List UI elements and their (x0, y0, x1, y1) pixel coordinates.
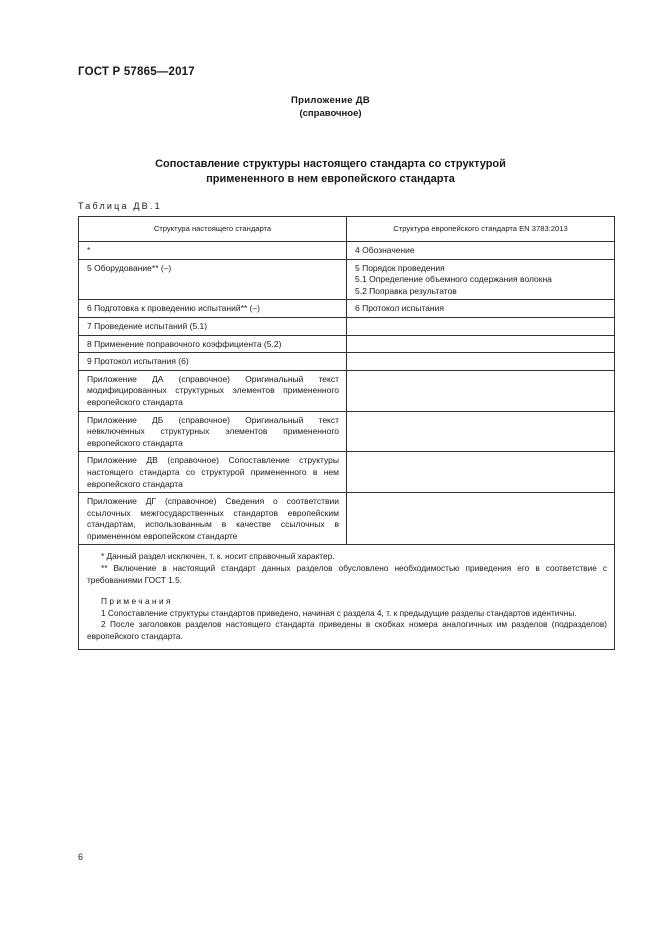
table-row (79, 317, 615, 335)
page-number: 6 (78, 852, 84, 862)
table-cell-left: 5 Оборудование** (–) (79, 259, 347, 300)
table-cell-line: 4 Обозначение (355, 245, 415, 255)
table-notes-row (79, 545, 615, 649)
column-header-national: Структура настоящего стандарта (79, 217, 347, 242)
footnote-2: ** Включение в настоящий стандарт данных разделов обусловлено необходимостью приведения его в соответствие с требованиями ГОСТ 1.5. (87, 563, 607, 585)
main-heading-line-2: примененного в нем европейского стандарта (206, 173, 455, 185)
table-notes-cell (79, 545, 615, 649)
footnote-1: * Данный раздел исключен, т. к. носит справочный характер. (101, 551, 335, 562)
table-cell-right (347, 411, 615, 452)
table-cell-line: 6 Протокол испытания (355, 303, 444, 314)
table-cell-right (347, 452, 615, 493)
table-row (79, 353, 615, 371)
table-cell-right (347, 493, 615, 545)
table-row (79, 493, 615, 545)
table-cell-left: Приложение ДА (справочное) Оригинальный текст модифицированных структурных элементов примененного европейского стандарта (79, 370, 347, 411)
column-header-european: Структура европейского стандарта EN 3783:2013 (347, 217, 615, 242)
table-row (79, 259, 615, 300)
table-cell-line: 5.2 Поправка результатов (355, 285, 457, 296)
table-cell-left: 8 Применение поправочного коэффициента (5.2) (79, 335, 347, 353)
table-cell-left: * (79, 242, 347, 260)
table-cell-line: 5 Порядок проведения (355, 262, 445, 273)
table-cell-right (347, 370, 615, 411)
table-row (79, 370, 615, 411)
main-heading-line-1: Сопоставление структуры настоящего стандарта со структурой (155, 158, 506, 170)
table-row (79, 300, 615, 318)
table-cell-left: 9 Протокол испытания (6) (79, 353, 347, 371)
table-row (79, 335, 615, 353)
table-row (79, 452, 615, 493)
table-cell-right (347, 242, 615, 260)
annex-title: Приложение ДВ (291, 95, 370, 106)
table-cell-right (347, 300, 615, 318)
table-row (79, 411, 615, 452)
table-cell-line: 5.1 Определение объемного содержания волокна (355, 274, 552, 285)
table-cell-left: 7 Проведение испытаний (5.1) (79, 317, 347, 335)
document-id: ГОСТ Р 57865—2017 (78, 66, 195, 78)
table-header-row (79, 217, 615, 242)
table-cell-right (347, 353, 615, 371)
table-cell-left: Приложение ДВ (справочное) Сопоставление структуры настоящего стандарта со структурой примененного в нем европейского стандарта (79, 452, 347, 493)
structure-comparison-table (78, 216, 615, 650)
annex-type: (справочное) (299, 108, 362, 119)
table-cell-right (347, 335, 615, 353)
note-1: 1 Сопоставление структуры стандартов приведено, начиная с раздела 4, т. к предыдущие разделы стандартов идентичны. (101, 607, 577, 618)
table-cell-left: Приложение ДГ (справочное) Сведения о соответствии ссылочных межгосударственных стандартов европейским стандартам, использованным в качестве ссылочных в примененном европейском стандарте (79, 493, 347, 545)
table-cell-left: Приложение ДБ (справочное) Оригинальный текст невключенных структурных элементов примененного европейского стандарта (79, 411, 347, 452)
table-cell-right (347, 259, 615, 300)
notes-heading: Примечания (101, 596, 173, 607)
table-cell-left: 6 Подготовка к проведению испытаний** (–) (79, 300, 347, 318)
table-cell-right (347, 317, 615, 335)
note-2: 2 После заголовков разделов настоящего стандарта приведены в скобках номера аналогичных им разделов (подразделов) европейского стандарта. (87, 619, 607, 642)
main-heading (0, 157, 661, 187)
table-row (79, 242, 615, 260)
table-label: Таблица ДВ.1 (78, 201, 162, 211)
